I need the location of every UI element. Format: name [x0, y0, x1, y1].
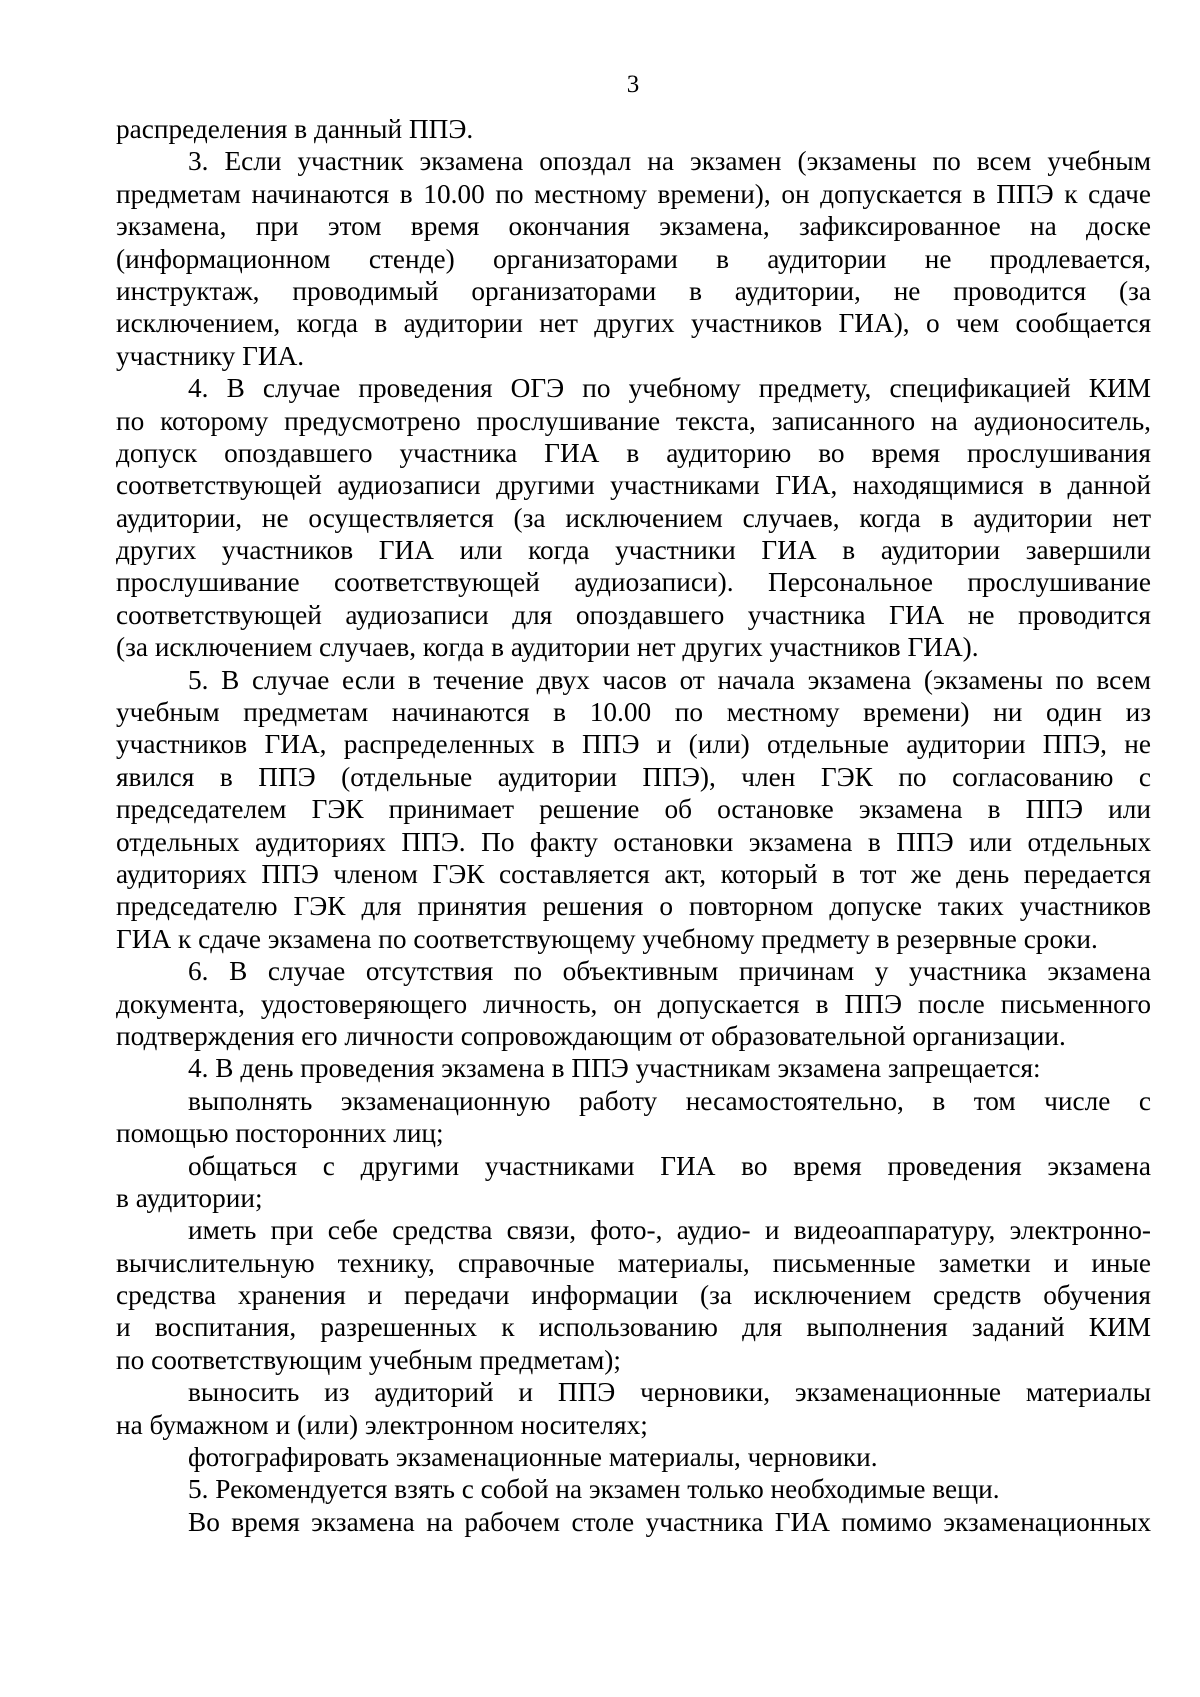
text-line: других участников ГИА или когда участники ГИА в аудитории завершили [116, 535, 1151, 566]
text-line: аудиториях ППЭ членом ГЭК составляется акт, который в тот же день передается [116, 858, 1151, 889]
text-line: исключением, когда в аудитории нет других участников ГИА), о чем сообщается [116, 308, 1151, 339]
text-line: участников ГИА, распределенных в ППЭ и (или) отдельные аудитории ППЭ, не [116, 729, 1151, 760]
text-line: предметам начинаются в 10.00 по местному времени), он допускается в ППЭ к сдаче [116, 178, 1151, 209]
text-line: фотографировать экзаменационные материалы, черновики. [188, 1442, 878, 1473]
text-line: явился в ППЭ (отдельные аудитории ППЭ), член ГЭК по согласованию с [116, 761, 1151, 792]
text-line: подтверждения его личности сопровождающим от образовательной организации. [116, 1020, 1066, 1051]
text-line: Во время экзамена на рабочем столе участника ГИА помимо экзаменационных [188, 1506, 1151, 1537]
document-body [116, 113, 1151, 1538]
text-line: председателю ГЭК для принятия решения о повторном допуске таких участников [116, 891, 1151, 922]
text-line: председателем ГЭК принимает решение об остановке экзамена в ППЭ или [116, 794, 1151, 825]
text-line: и воспитания, разрешенных к использованию для выполнения заданий КИМ [116, 1312, 1151, 1343]
text-line: средства хранения и передачи информации (за исключением средств обучения [116, 1280, 1151, 1311]
text-line: общаться с другими участниками ГИА во время проведения экзамена [188, 1150, 1151, 1181]
text-line: распределения в данный ППЭ. [116, 114, 474, 144]
text-line: 4. В случае проведения ОГЭ по учебному предмету, спецификацией КИМ [188, 373, 1151, 404]
text-line: выполнять экзаменационную работу несамостоятельно, в том числе с [188, 1085, 1151, 1116]
text-line: (информационном стенде) организаторами в аудитории не продлевается, [116, 243, 1151, 274]
text-line: иметь при себе средства связи, фото-, аудио- и видеоаппаратуру, электронно- [188, 1215, 1151, 1246]
text-line: помощью посторонних лиц; [116, 1118, 444, 1149]
text-line: (за исключением случаев, когда в аудитории нет других участников ГИА). [116, 632, 979, 663]
text-line: соответствующей аудиозаписи для опоздавшего участника ГИА не проводится [116, 599, 1151, 630]
text-line: выносить из аудиторий и ППЭ черновики, экзаменационные материалы [188, 1377, 1151, 1408]
text-line: инструктаж, проводимый организаторами в аудитории, не проводится (за [116, 275, 1151, 306]
text-line: прослушивание соответствующей аудиозаписи). Персональное прослушивание [116, 567, 1151, 598]
text-line: по которому предусмотрено прослушивание текста, записанного на аудионоситель, [116, 405, 1151, 436]
text-line: ГИА к сдаче экзамена по соответствующему учебному предмету в резервные сроки. [116, 923, 1098, 954]
text-line: 5. В случае если в течение двух часов от начала экзамена (экзамены по всем [188, 664, 1151, 695]
text-line: 5. Рекомендуется взять с собой на экзамен только необходимые вещи. [188, 1474, 1000, 1505]
text-line: 3. Если участник экзамена опоздал на экзамен (экзамены по всем учебным [188, 146, 1151, 177]
page-number: 3 [626, 71, 640, 98]
text-line: 6. В случае отсутствия по объективным причинам у участника экзамена [188, 956, 1151, 987]
text-line: отдельных аудиториях ППЭ. По факту остановки экзамена в ППЭ или отдельных [116, 826, 1151, 857]
text-line: соответствующей аудиозаписи другими участниками ГИА, находящимися в данной [116, 470, 1151, 501]
text-line: на бумажном и (или) электронном носителях; [116, 1409, 648, 1440]
text-line: участнику ГИА. [116, 340, 305, 371]
text-line: аудитории, не осуществляется (за исключением случаев, когда в аудитории нет [116, 502, 1151, 533]
text-line: допуск опоздавшего участника ГИА в аудиторию во время прослушивания [116, 437, 1151, 468]
text-line: по соответствующим учебным предметам); [116, 1344, 621, 1375]
text-line: 4. В день проведения экзамена в ППЭ участникам экзамена запрещается: [188, 1053, 1041, 1084]
text-line: экзамена, при этом время окончания экзамена, зафиксированное на доске [116, 211, 1151, 242]
text-line: документа, удостоверяющего личность, он допускается в ППЭ после письменного [116, 988, 1151, 1019]
text-line: вычислительную технику, справочные материалы, письменные заметки и иные [116, 1247, 1151, 1278]
text-line: в аудитории; [116, 1182, 263, 1213]
text-line: учебным предметам начинаются в 10.00 по местному времени) ни один из [116, 697, 1151, 728]
